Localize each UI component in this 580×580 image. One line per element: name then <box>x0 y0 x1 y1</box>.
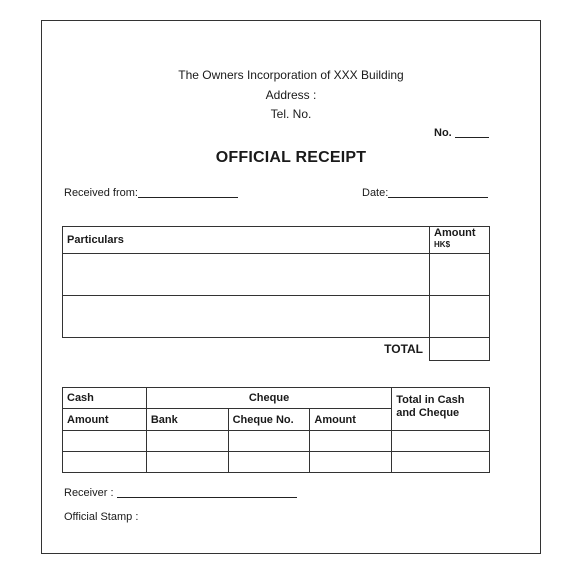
bank-cell[interactable] <box>146 452 228 473</box>
payment-header-row <box>63 388 490 409</box>
date-label: Date: <box>362 187 389 199</box>
cheque-amount-cell[interactable] <box>310 452 392 473</box>
particulars-cell[interactable] <box>63 254 430 296</box>
total-label: TOTAL <box>384 342 424 357</box>
received-from-line <box>138 197 238 198</box>
received-from-label: Received from: <box>64 187 138 199</box>
date-line <box>388 197 488 198</box>
particulars-table <box>62 226 490 361</box>
total-row <box>63 338 490 361</box>
particulars-header: Particulars <box>63 227 430 254</box>
receiver-label: Receiver : <box>64 487 114 499</box>
bank-header: Bank <box>146 409 228 431</box>
currency-label: HK$ <box>434 240 451 249</box>
particulars-cell[interactable] <box>63 296 430 338</box>
bank-cell[interactable] <box>146 431 228 452</box>
receiver-line <box>117 497 297 498</box>
receiver-field[interactable] <box>64 487 297 499</box>
page-title: OFFICIAL RECEIPT <box>215 149 367 166</box>
receipt-number-label: No. <box>434 127 452 139</box>
cheque-no-header: Cheque No. <box>228 409 310 431</box>
total-amount-cell[interactable] <box>430 338 490 361</box>
cheque-no-cell[interactable] <box>228 431 310 452</box>
table-row <box>63 254 490 296</box>
payment-table <box>62 387 490 473</box>
total-cash-cheque-header: Total in Cash and Cheque <box>392 388 490 431</box>
cheque-amount-header: Amount <box>310 409 392 431</box>
cash-header: Cash <box>63 388 147 409</box>
address-label: Address : <box>265 88 317 102</box>
receipt-number-field[interactable] <box>434 127 489 139</box>
receipt-form <box>41 20 541 554</box>
amount-header-label: Amount <box>434 227 476 239</box>
amount-cell[interactable] <box>430 296 490 338</box>
cheque-header: Cheque <box>146 388 391 409</box>
particulars-header-row <box>63 227 490 254</box>
total-cell[interactable] <box>392 452 490 473</box>
official-stamp-label: Official Stamp : <box>64 511 139 523</box>
organization-name: The Owners Incorporation of XXX Building <box>178 68 404 82</box>
tel-label: Tel. No. <box>270 107 312 121</box>
cash-amount-cell[interactable] <box>63 452 147 473</box>
cash-amount-header: Amount <box>63 409 147 431</box>
total-cell[interactable] <box>392 431 490 452</box>
table-row <box>63 296 490 338</box>
date-field[interactable] <box>362 187 488 199</box>
amount-cell[interactable] <box>430 254 490 296</box>
amount-header <box>430 227 490 254</box>
cheque-no-cell[interactable] <box>228 452 310 473</box>
cheque-amount-cell[interactable] <box>310 431 392 452</box>
table-row <box>63 431 490 452</box>
cash-amount-cell[interactable] <box>63 431 147 452</box>
receipt-number-line <box>455 137 489 138</box>
table-row <box>63 452 490 473</box>
received-from-field[interactable] <box>64 187 238 199</box>
